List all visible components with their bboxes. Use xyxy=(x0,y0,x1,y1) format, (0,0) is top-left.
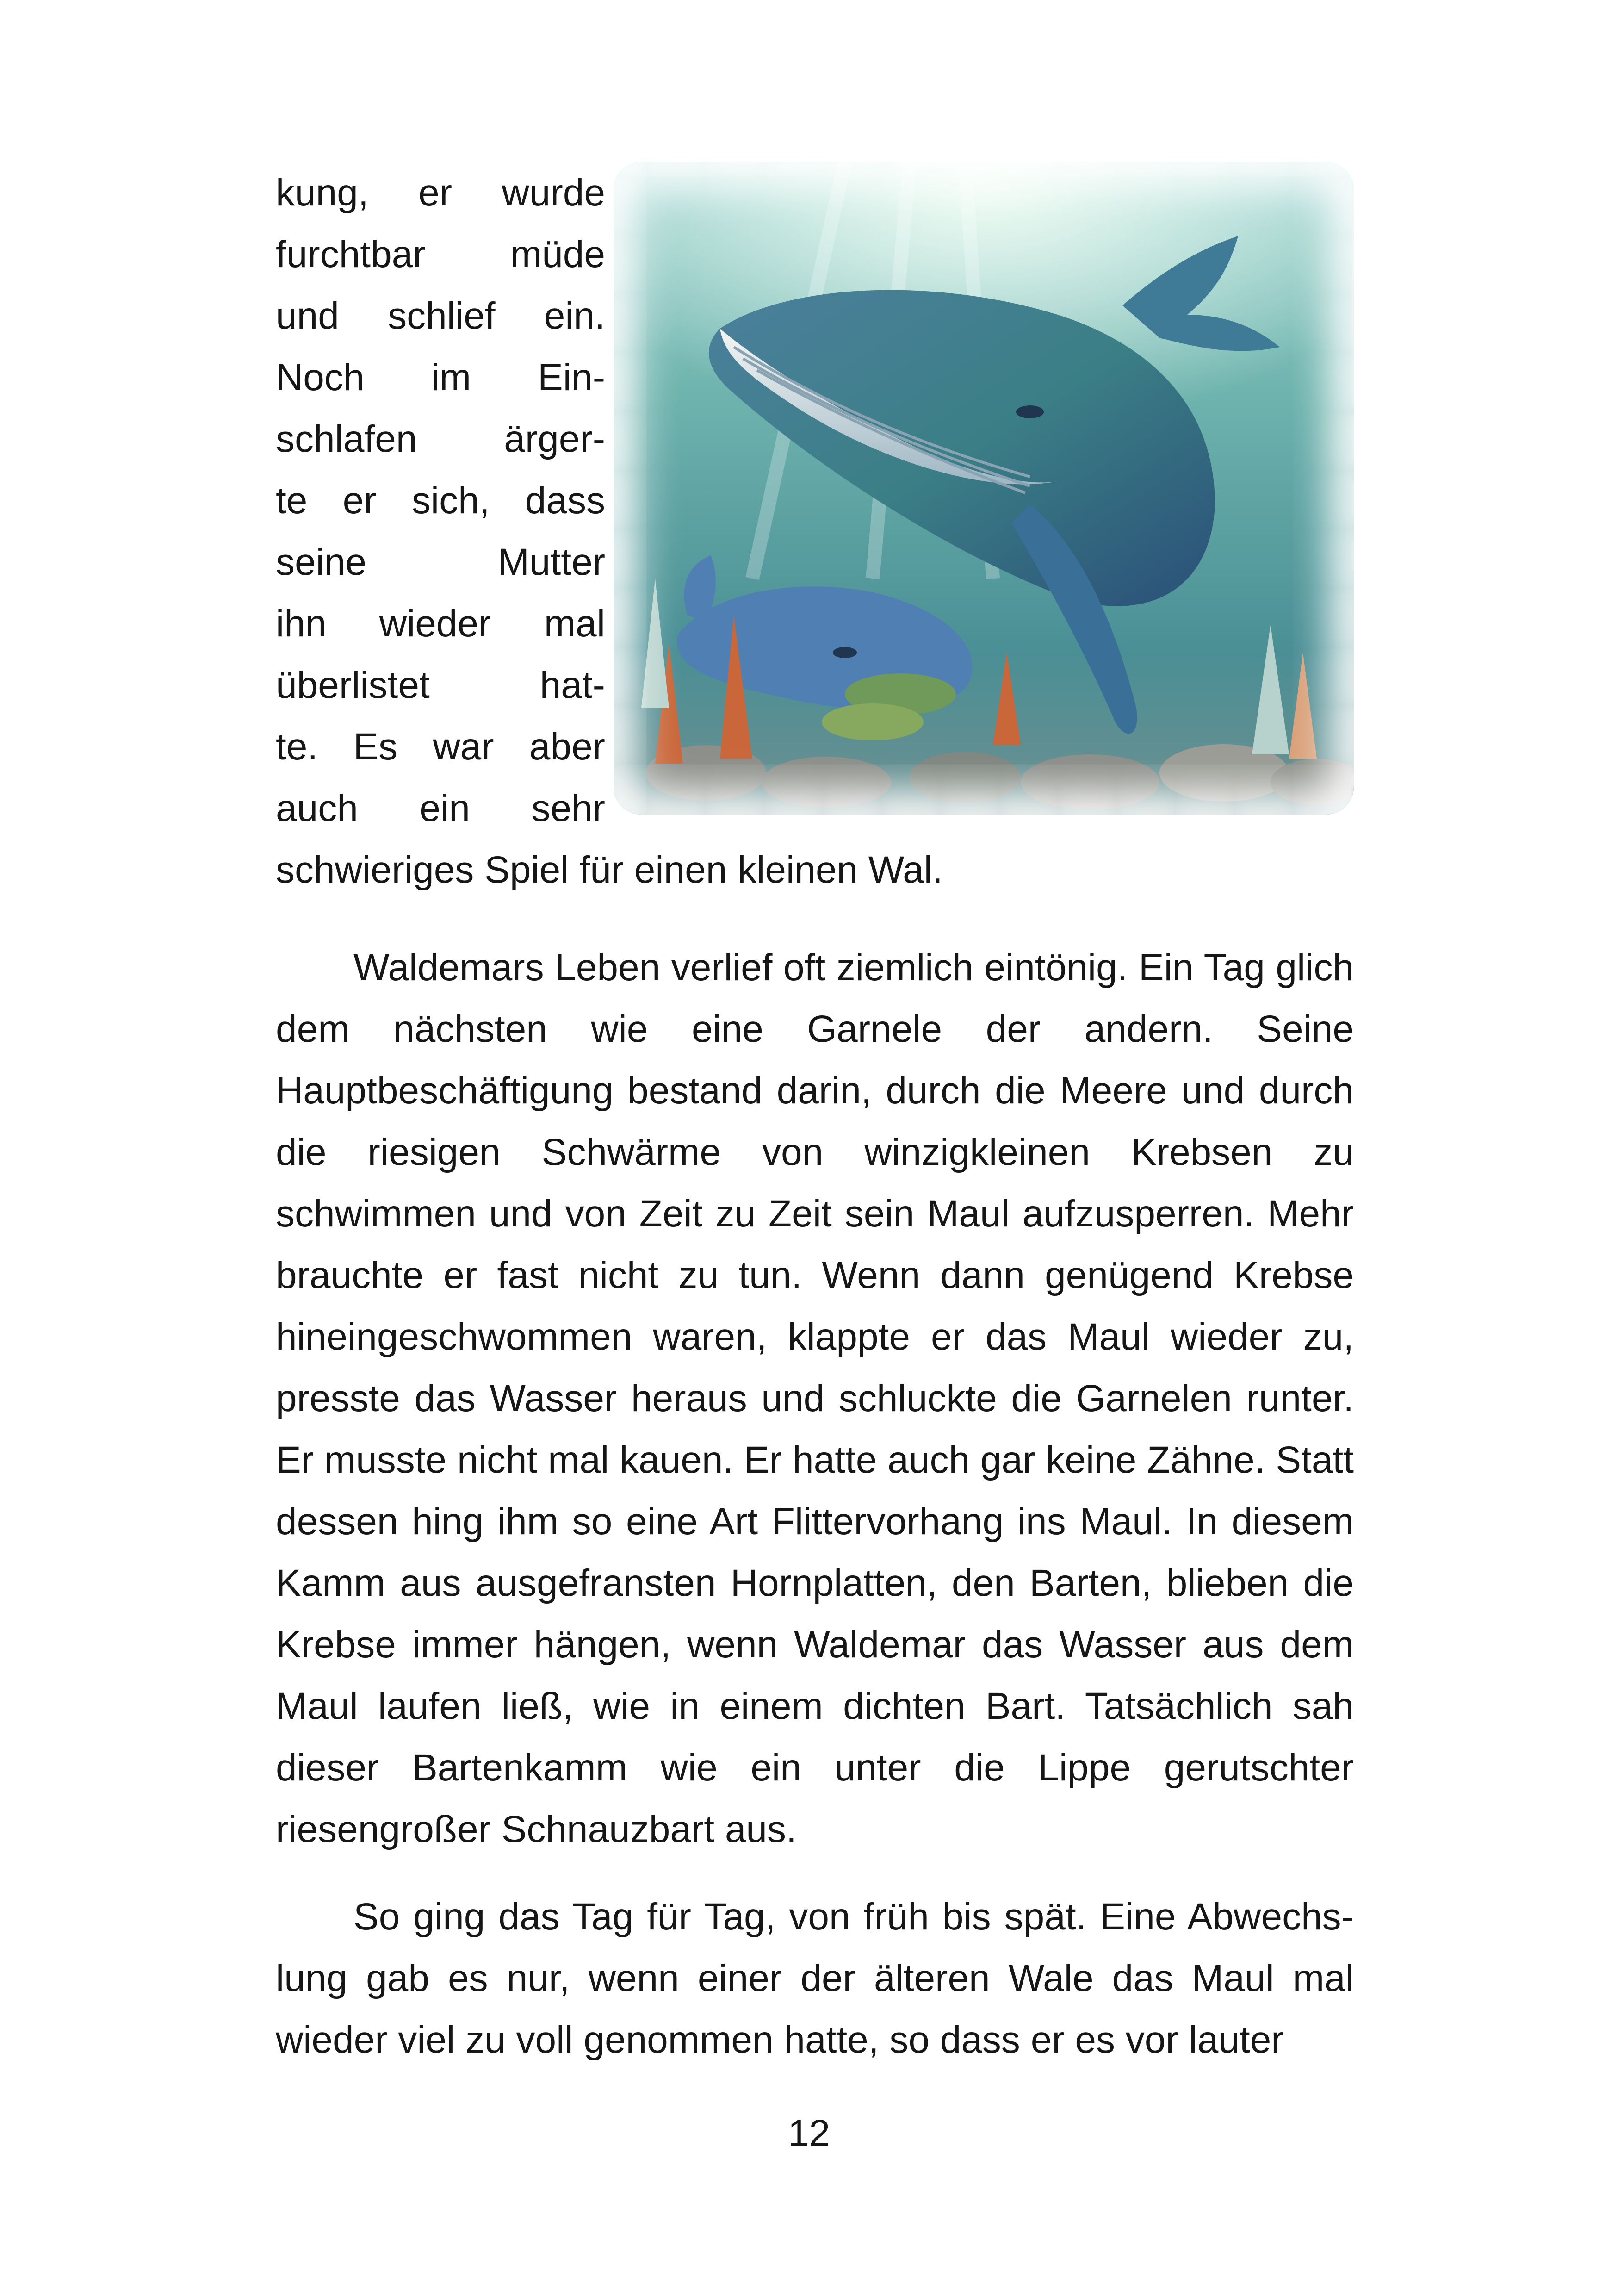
paragraph-3: So ging das Tag für Tag, von früh bis spät. Eine Abwechslung gab es nur, wenn einer der älteren Wale das Maul mal wieder viel zu voll genommen hatte, so dass er es vor lauter xyxy=(276,1896,1354,2061)
paragraph-2: Waldemars Leben verlief oft ziemlich eintönig. Ein Tag glich dem nächsten wie eine Garnele der andern. Seine Hauptbeschäftigung bestand darin, durch die Meere und durch die riesigen Schwärme von winzigkleinen Krebsen zu schwimmen und von Zeit zu Zeit sein Maul aufzusperren. Mehr brauchte er fast nicht zu tun. Wenn dann genügend Krebse hineingeschwommen waren, klappte er das Maul wieder zu, presste das Wasser heraus und schluckte die Garnelen runter. Er musste nicht mal kauen. Er hatte auch gar keine Zähne. Statt dessen hing ihm so eine Art Flittervorhang ins Maul. In diesem Kamm aus ausgefransten Hornplatten, den Barten, blieben die Krebse immer hängen, wenn Waldemar das Wasser aus dem Maul laufen ließ, wie in einem dichten Bart. Tatsächlich sah dieser Bartenkamm wie ein unter die Lippe gerutschter riesengroßer Schnauzbart aus. xyxy=(276,946,1354,1850)
wrapped-line: te. Es war aber xyxy=(276,726,605,768)
wrapped-line: auch ein sehr xyxy=(276,787,605,829)
wrapped-line: schlafen ärger- xyxy=(276,418,605,460)
wrapped-line: und schlief ein. xyxy=(276,295,605,337)
wrapped-last-line: schwieriges Spiel für einen kleinen Wal. xyxy=(276,849,943,891)
page-number: 12 xyxy=(787,2112,831,2154)
wrapped-line: te er sich, dass xyxy=(276,479,605,522)
wrapped-line: furchtbar müde xyxy=(276,233,605,275)
wrapped-paragraph-block xyxy=(276,162,1354,839)
wrapped-line: seine Mutter xyxy=(276,541,605,583)
wrapped-line: ihn wieder mal xyxy=(276,603,605,645)
wrapped-line: Noch im Ein- xyxy=(276,356,605,398)
illustration-vignette xyxy=(614,162,1354,815)
whale-illustration xyxy=(614,162,1354,815)
page-body xyxy=(276,162,1354,2071)
wrapped-line: kung, er wurde xyxy=(276,172,605,214)
wrapped-line: überlistet hat- xyxy=(276,664,605,706)
